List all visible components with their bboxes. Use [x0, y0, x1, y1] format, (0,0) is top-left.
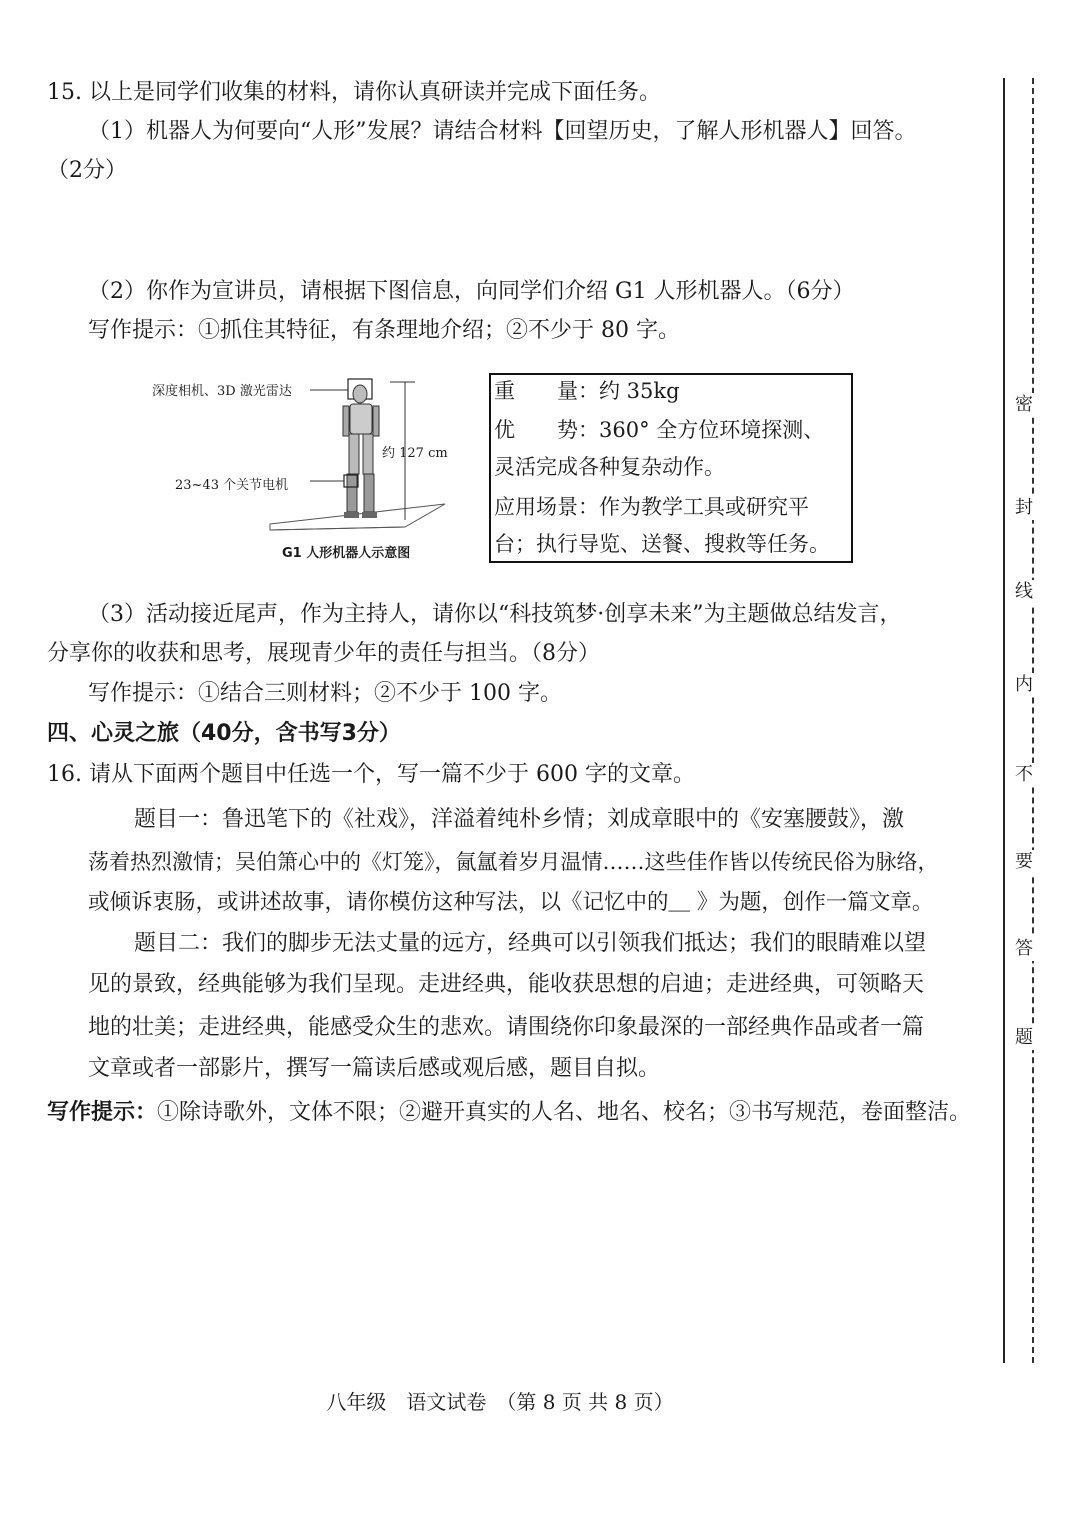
writing-tip-label: 写作提示： — [47, 1100, 158, 1125]
topic2-line2: 见的景致，经典能够为我们呈现。走进经典，能收获思想的启迪；走进经典，可领略天 — [88, 972, 925, 997]
seal-char: 封 — [1012, 496, 1036, 520]
seal-char: 密 — [1012, 393, 1036, 417]
seal-char: 线 — [1012, 580, 1036, 604]
robot-illustration — [150, 372, 460, 567]
topic2-line4: 文章或者一部影片，撰写一篇读后感或观后感，题目自拟。 — [88, 1056, 661, 1081]
seal-char: 要 — [1012, 850, 1036, 874]
q15-part2-tip: 写作提示：①抓住其特征，有条理地介绍；②不少于 80 字。 — [88, 318, 680, 343]
info-advantage-cont: 灵活完成各种复杂动作。 — [494, 455, 725, 479]
topic1-line2: 荡着热烈激情；吴伯箫心中的《灯笼》，氤氲着岁月温情……这些佳作皆以传统民俗为脉络， — [88, 850, 939, 874]
seal-char: 答 — [1012, 937, 1036, 961]
seal-dashed-line — [1032, 78, 1034, 1363]
q15-title: 15. 以上是同学们收集的材料，请你认真研读并完成下面任务。 — [47, 80, 661, 105]
robot-figure — [150, 372, 460, 567]
topic1-line3: 或倾诉衷肠，或讲述故事，请你模仿这种写法，以《记忆中的＿ 》为题，创作一篇文章。 — [88, 890, 934, 915]
writing-tip — [47, 1098, 971, 1128]
page-footer: 八年级 语文试卷 （第 8 页 共 8 页） — [326, 1390, 674, 1414]
figure-label-motors: 23~43 个关节电机 — [175, 478, 289, 493]
robot-info-box — [489, 373, 853, 563]
q15-part2-line1: （2）你作为宣讲员，请根据下图信息，向同学们介绍 G1 人形机器人。（6分） — [88, 279, 855, 304]
topic2-line3: 地的壮美；走进经典，能感受众生的悲欢。请围绕你印象最深的一部经典作品或者一篇 — [88, 1015, 925, 1040]
topic1-line1: 题目一：鲁迅笔下的《社戏》，洋溢着纯朴乡情；刘成章眼中的《安塞腰鼓》，激 — [134, 807, 905, 832]
q15-part3-line1: （3）活动接近尾声，作为主持人，请你以“科技筑梦·创享未来”为主题做总结发言， — [88, 602, 902, 627]
seal-char: 内 — [1012, 673, 1036, 697]
info-application-cont: 台；执行导览、送餐、搜救等任务。 — [494, 532, 830, 556]
info-advantage: 优 势：360° 全方位环境探测、 — [494, 418, 825, 442]
seal-char: 不 — [1012, 763, 1036, 787]
q15-part1-line1: （1）机器人为何要向“人形”发展？请结合材料【回望历史，了解人形机器人】回答。 — [88, 119, 917, 144]
figure-label-camera: 深度相机、3D 激光雷达 — [152, 384, 292, 399]
seal-char: 题 — [1012, 1026, 1036, 1050]
q15-part1-line2: （2分） — [47, 158, 127, 183]
writing-tip-text: ①除诗歌外，文体不限；②避开真实的人名、地名、校名；③书写规范，卷面整洁。 — [157, 1100, 972, 1125]
q16-title: 16. 请从下面两个题目中任选一个，写一篇不少于 600 字的文章。 — [47, 762, 695, 787]
info-weight: 重 量：约 35kg — [494, 379, 680, 403]
seal-border-line — [1003, 78, 1005, 1363]
figure-caption: G1 人形机器人示意图 — [282, 546, 411, 561]
q15-part3-line2: 分享你的收获和思考，展现青少年的责任与担当。（8分） — [47, 641, 600, 666]
figure-label-height: 约 127 cm — [382, 446, 448, 461]
section4-heading: 四、心灵之旅（40分，含书写3分） — [47, 721, 401, 746]
q15-part3-tip: 写作提示：①结合三则材料；②不少于 100 字。 — [88, 681, 562, 706]
topic2-line1: 题目二：我们的脚步无法丈量的远方，经典可以引领我们抵达；我们的眼睛难以望 — [134, 931, 927, 956]
info-application: 应用场景：作为教学工具或研究平 — [494, 495, 809, 519]
